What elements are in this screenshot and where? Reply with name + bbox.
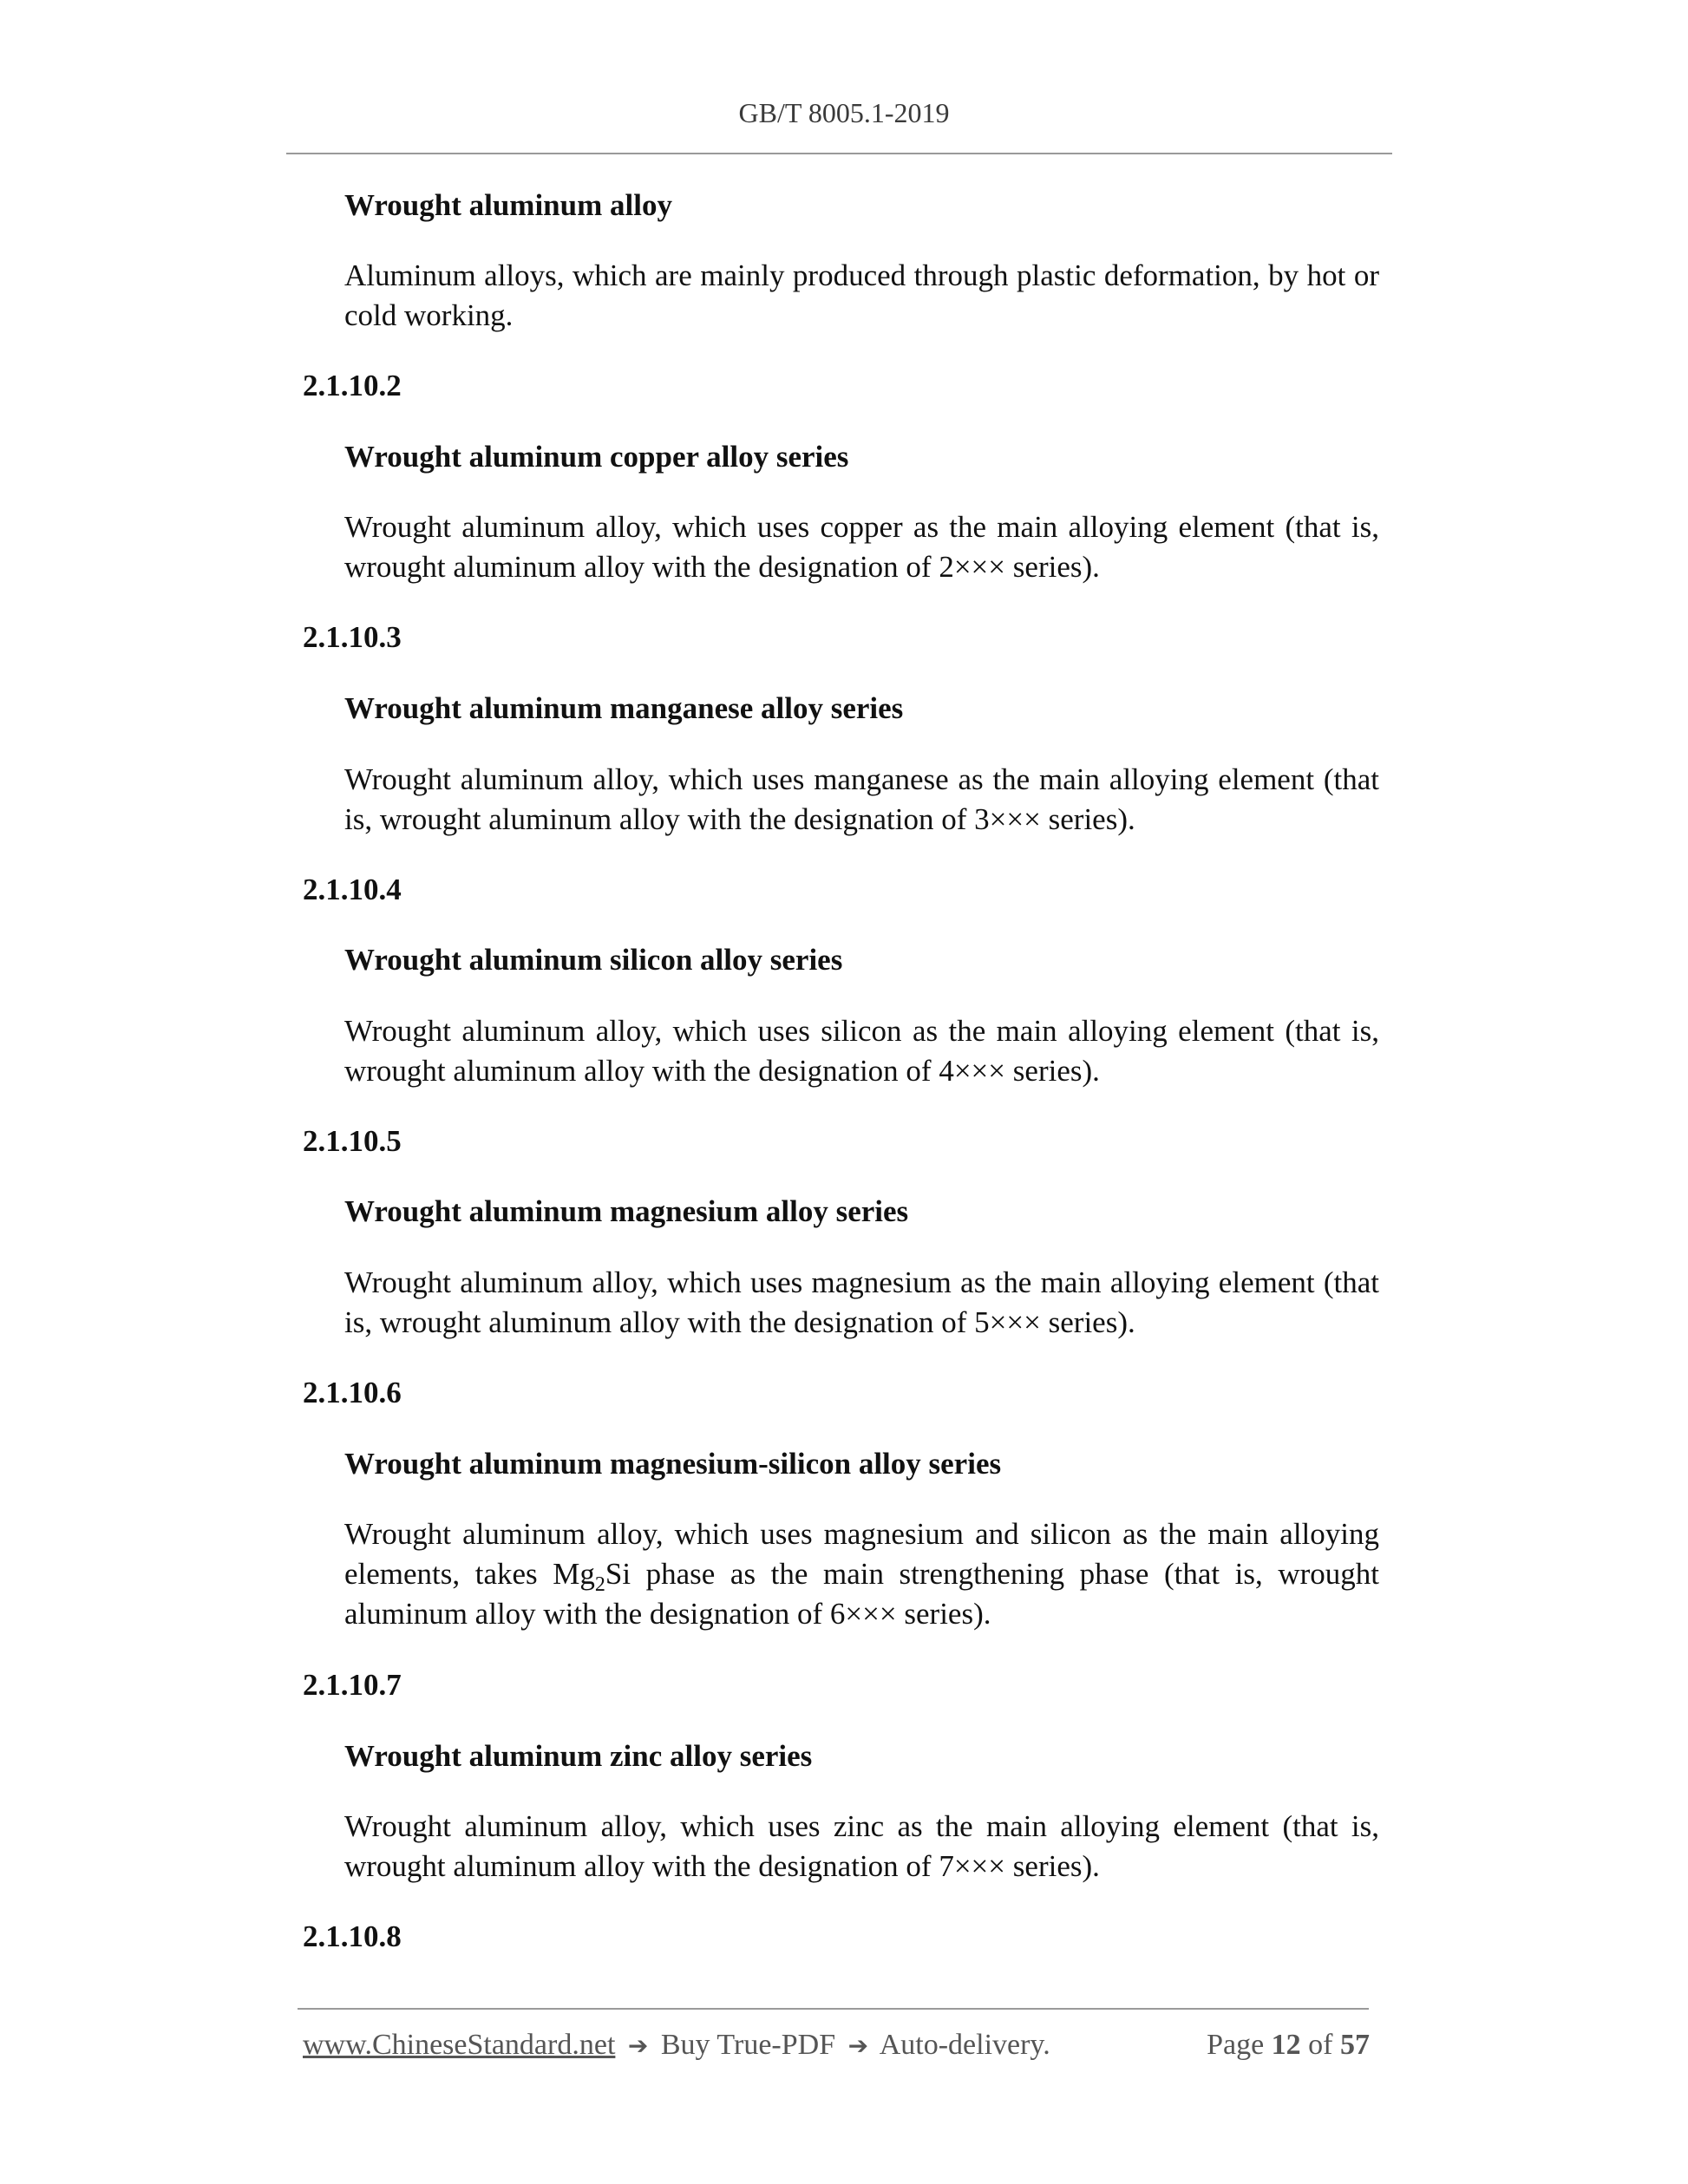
term-definition: [344, 1514, 1379, 1634]
term-definition: Wrought aluminum alloy, which uses silicon as the main alloying element (that is, wrought aluminum alloy with the designation of 4××× series).: [344, 1014, 1379, 1088]
definition-text: Wrought aluminum alloy, which uses magnesium and silicon as the main alloying elements, takes Mg: [344, 1517, 1379, 1591]
footer-divider: [298, 2008, 1369, 2010]
subscript: 2: [594, 1573, 605, 1596]
running-header: GB/T 8005.1-2019: [738, 97, 950, 128]
arrow-right-icon: ➔: [627, 2031, 649, 2060]
page-indicator: [1207, 2026, 1370, 2065]
site-link[interactable]: www.ChineseStandard.net: [303, 2029, 616, 2061]
clause-number: 2.1.10.6: [303, 1376, 402, 1409]
term-definition: Aluminum alloys, which are mainly produced through plastic deformation, by hot or cold working.: [344, 258, 1379, 332]
term-heading: Wrought aluminum manganese alloy series: [344, 691, 904, 725]
definition-text: Si phase as the main strengthening phase (that is, wrought aluminum alloy with the designation of 6××× series).: [344, 1557, 1379, 1631]
arrow-right-icon: ➔: [847, 2031, 869, 2060]
header-divider: [286, 153, 1392, 154]
footer-promo: [303, 2026, 1050, 2065]
buy-text: Buy True-PDF: [660, 2029, 836, 2061]
clause-number: 2.1.10.8: [303, 1919, 402, 1953]
of-label: of: [1308, 2029, 1333, 2061]
term-heading: Wrought aluminum alloy: [344, 188, 672, 222]
page-label: Page: [1207, 2029, 1265, 2061]
term-heading: Wrought aluminum copper alloy series: [344, 440, 849, 474]
term-heading: Wrought aluminum magnesium-silicon alloy series: [344, 1447, 1002, 1481]
clause-number: 2.1.10.2: [303, 369, 402, 402]
page-current: 12: [1271, 2029, 1301, 2061]
term-heading: Wrought aluminum magnesium alloy series: [344, 1194, 909, 1228]
clause-number: 2.1.10.7: [303, 1668, 402, 1702]
term-heading: Wrought aluminum zinc alloy series: [344, 1739, 813, 1773]
term-heading: Wrought aluminum silicon alloy series: [344, 943, 843, 977]
clause-number: 2.1.10.5: [303, 1124, 402, 1158]
clause-number: 2.1.10.3: [303, 620, 402, 654]
delivery-text: Auto-delivery.: [879, 2029, 1050, 2061]
term-definition: Wrought aluminum alloy, which uses copper as the main alloying element (that is, wrought aluminum alloy with the designation of 2××× series).: [344, 510, 1379, 584]
clause-number: 2.1.10.4: [303, 873, 402, 906]
page-total: 57: [1340, 2029, 1370, 2061]
term-definition: Wrought aluminum alloy, which uses manganese as the main alloying element (that is, wrought aluminum alloy with the designation of 3××× series).: [344, 762, 1379, 836]
term-definition: Wrought aluminum alloy, which uses magnesium as the main alloying element (that is, wrought aluminum alloy with the designation of 5××× series).: [344, 1265, 1379, 1339]
term-definition: Wrought aluminum alloy, which uses zinc as the main alloying element (that is, wrought aluminum alloy with the designation of 7××× series).: [344, 1809, 1379, 1883]
page-footer: [303, 2026, 1370, 2065]
